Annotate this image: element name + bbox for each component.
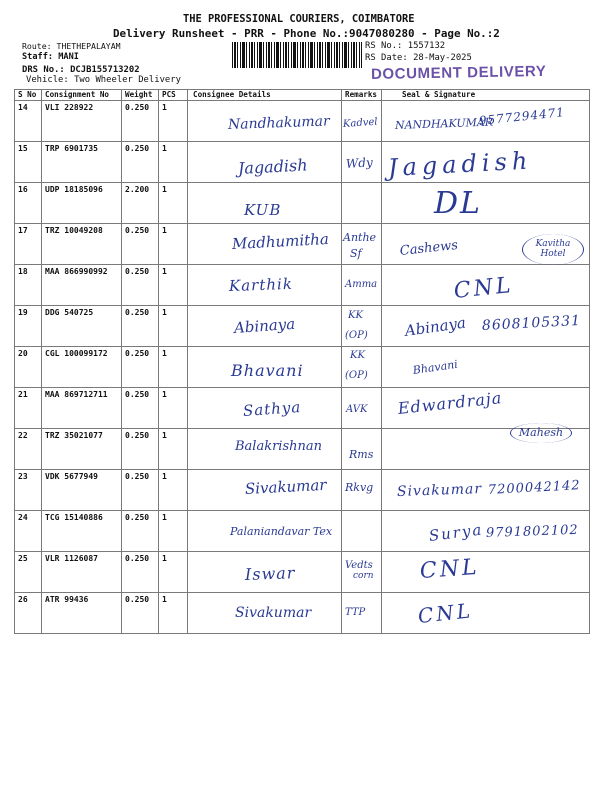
- remarks-handwriting: corn: [353, 571, 374, 581]
- signature-handwriting: CNL: [419, 554, 481, 584]
- serial-number: 20: [14, 347, 41, 387]
- seal-signature: [381, 265, 590, 305]
- table-header-row: [14, 90, 590, 101]
- pieces: 1: [158, 593, 187, 633]
- consignee-handwriting: Abinaya: [233, 314, 296, 337]
- serial-number: 18: [14, 265, 41, 305]
- pieces: 1: [158, 470, 187, 510]
- rs-date: [365, 53, 472, 63]
- seal-signature: [381, 593, 590, 633]
- rs-number-label: RS No.:: [365, 41, 403, 51]
- consignee-handwriting: Karthik: [228, 274, 294, 295]
- signature-handwriting: 9577294471: [478, 105, 566, 128]
- seal-signature: [381, 347, 590, 387]
- consignee-details: [187, 265, 341, 305]
- remarks-handwriting: TTP: [345, 607, 366, 618]
- pieces: 1: [158, 552, 187, 592]
- weight: 0.250: [121, 429, 158, 469]
- runsheet-row: [14, 101, 590, 142]
- seal-signature: [381, 552, 590, 592]
- vehicle-info: [26, 75, 181, 85]
- serial-number: 25: [14, 552, 41, 592]
- consignee-details: [187, 101, 341, 141]
- consignee-handwriting: Jagadish: [237, 155, 308, 178]
- remarks: [341, 552, 381, 592]
- signature-handwriting: Cashews: [399, 237, 459, 259]
- seal-signature: [381, 426, 590, 469]
- weight: 0.250: [121, 142, 158, 182]
- column-header-weight: Weight: [121, 90, 158, 100]
- pieces: 1: [158, 388, 187, 428]
- serial-number: 22: [14, 429, 41, 469]
- drs-number: [22, 65, 140, 75]
- seal-signature: [381, 470, 590, 510]
- runsheet-title: Delivery Runsheet - PRR - Phone No.:9047080280 - Page No.:2: [113, 27, 500, 40]
- column-header-consignment-no: Consignment No: [41, 90, 121, 100]
- route-value: THETHEPALAYAM: [56, 41, 121, 51]
- consignee-details: [187, 470, 341, 510]
- signature-handwriting: CNL: [416, 598, 475, 628]
- weight: 0.250: [121, 224, 158, 264]
- runsheet-table: [14, 89, 590, 634]
- seal-signature: [381, 388, 590, 428]
- consignment-number: MAA 869712711: [41, 388, 121, 428]
- remarks: [341, 183, 381, 223]
- runsheet-row: [14, 470, 590, 511]
- consignee-handwriting: Sivakumar: [244, 475, 327, 498]
- route-label: Route:: [22, 41, 52, 51]
- consignee-details: [187, 552, 341, 592]
- consignment-number: VLR 1126087: [41, 552, 121, 592]
- serial-number: 15: [14, 142, 41, 182]
- remarks-handwriting: Anthe: [343, 231, 377, 244]
- remarks: [341, 224, 381, 264]
- signature-note: Kavitha Hotel: [522, 234, 584, 265]
- seal-signature: [381, 101, 590, 141]
- seal-signature: [381, 142, 590, 182]
- runsheet-row: [14, 388, 590, 429]
- pieces: 1: [158, 142, 187, 182]
- staff-label: Staff:: [22, 52, 54, 62]
- pieces: 1: [158, 224, 187, 264]
- consignee-details: [187, 142, 341, 182]
- remarks-handwriting: KK: [348, 310, 363, 321]
- consignee-details: [187, 183, 341, 223]
- consignee-handwriting: Sathya: [242, 397, 302, 420]
- consignment-number: MAA 866990992: [41, 265, 121, 305]
- runsheet-row: [14, 265, 590, 306]
- rs-date-label: RS Date:: [365, 53, 408, 63]
- consignee-handwriting: Palaniandavar Tex: [230, 525, 333, 538]
- weight: 0.250: [121, 265, 158, 305]
- seal-signature: [381, 183, 590, 223]
- signature-handwriting: 8608105331: [481, 312, 582, 334]
- consignment-number: TRZ 10049208: [41, 224, 121, 264]
- consignee-details: [187, 388, 341, 428]
- remarks: [341, 511, 381, 551]
- weight: 0.250: [121, 593, 158, 633]
- remarks: [341, 388, 381, 428]
- consignee-handwriting: Nandhakumar: [227, 113, 330, 133]
- runsheet-row: [14, 511, 590, 552]
- signature-handwriting: CNL: [452, 272, 515, 304]
- seal-signature: [381, 224, 590, 264]
- column-header-s-no: S No: [14, 90, 41, 100]
- runsheet-row: [14, 593, 590, 634]
- signature-handwriting: Abinaya: [403, 313, 467, 340]
- serial-number: 24: [14, 511, 41, 551]
- column-header-remarks: Remarks: [341, 90, 381, 100]
- drs-value: DCJB155713202: [70, 65, 140, 75]
- consignment-number: UDP 18185096: [41, 183, 121, 223]
- remarks-handwriting: Kadvel: [342, 116, 378, 130]
- weight: 0.250: [121, 470, 158, 510]
- column-header-pcs: PCS: [158, 90, 187, 100]
- remarks: [341, 429, 381, 469]
- seal-signature: [381, 306, 590, 346]
- company-name: THE PROFESSIONAL COURIERS, COIMBATORE: [183, 13, 415, 25]
- signature-handwriting: DL: [434, 186, 482, 221]
- consignee-handwriting: Madhumitha: [231, 229, 330, 253]
- rs-number: [365, 41, 445, 51]
- staff-value: MANI: [58, 52, 79, 62]
- drs-label: DRS No.:: [22, 65, 65, 75]
- weight: 0.250: [121, 511, 158, 551]
- consignee-handwriting: Bhavani: [231, 361, 304, 380]
- consignment-number: VDK 5677949: [41, 470, 121, 510]
- signature-handwriting: Surya: [427, 520, 485, 545]
- consignee-handwriting: Balakrishnan: [235, 439, 323, 454]
- remarks-handwriting: (OP): [345, 370, 368, 381]
- weight: 2.200: [121, 183, 158, 223]
- signature-note: Mahesh: [510, 423, 572, 443]
- consignee-details: [187, 429, 341, 469]
- runsheet-row: [14, 224, 590, 265]
- signature-handwriting: Bhavani: [412, 357, 459, 377]
- serial-number: 23: [14, 470, 41, 510]
- serial-number: 26: [14, 593, 41, 633]
- serial-number: 21: [14, 388, 41, 428]
- remarks: [341, 347, 381, 387]
- consignee-handwriting: KUB: [244, 201, 282, 219]
- remarks-handwriting: Sf: [350, 247, 362, 260]
- rs-number-value: 1557132: [407, 41, 446, 51]
- serial-number: 17: [14, 224, 41, 264]
- consignment-number: TCG 15140886: [41, 511, 121, 551]
- remarks-handwriting: Vedts: [345, 560, 373, 571]
- runsheet-row: [14, 306, 590, 347]
- consignment-number: DDG 540725: [41, 306, 121, 346]
- column-header-seal-signature: Seal & Signature: [381, 90, 590, 100]
- runsheet-row: [14, 552, 590, 593]
- pieces: 1: [158, 347, 187, 387]
- signature-handwriting: Sivakumar: [396, 481, 483, 500]
- column-header-consignee-details: Consignee Details: [187, 90, 341, 100]
- barcode: [232, 42, 362, 68]
- consignee-handwriting: Iswar: [244, 563, 296, 584]
- consignee-details: [187, 511, 341, 551]
- serial-number: 14: [14, 101, 41, 141]
- rs-date-value: 28-May-2025: [413, 53, 472, 63]
- remarks: [341, 142, 381, 182]
- runsheet-row: [14, 347, 590, 388]
- weight: 0.250: [121, 347, 158, 387]
- runsheet-row: [14, 183, 590, 224]
- weight: 0.250: [121, 306, 158, 346]
- vehicle-value: Two Wheeler Delivery: [74, 75, 181, 85]
- seal-signature: [381, 511, 590, 551]
- consignee-details: [187, 347, 341, 387]
- consignment-number: ATR 99436: [41, 593, 121, 633]
- signature-handwriting: Jagadish: [387, 146, 533, 182]
- serial-number: 19: [14, 306, 41, 346]
- pieces: 1: [158, 265, 187, 305]
- remarks: [341, 101, 381, 141]
- staff-info: [22, 52, 79, 62]
- remarks-handwriting: AVK: [346, 404, 368, 415]
- pieces: 1: [158, 306, 187, 346]
- pieces: 1: [158, 429, 187, 469]
- consignee-handwriting: Sivakumar: [235, 605, 312, 621]
- remarks-handwriting: Rms: [349, 448, 374, 461]
- runsheet-row: [14, 426, 590, 470]
- weight: 0.250: [121, 388, 158, 428]
- table-body: [14, 101, 590, 634]
- remarks-handwriting: (OP): [345, 330, 368, 341]
- serial-number: 16: [14, 183, 41, 223]
- pieces: 1: [158, 183, 187, 223]
- remarks-handwriting: Rkvg: [345, 481, 374, 494]
- document-delivery-stamp: DOCUMENT DELIVERY: [370, 62, 547, 83]
- signature-handwriting: NANDHAKUMAR: [394, 115, 494, 132]
- remarks: [341, 306, 381, 346]
- pieces: 1: [158, 511, 187, 551]
- consignee-details: [187, 306, 341, 346]
- consignment-number: VLI 228922: [41, 101, 121, 141]
- signature-handwriting: 7200042142: [487, 478, 581, 498]
- runsheet-row: [14, 142, 590, 183]
- remarks: [341, 265, 381, 305]
- remarks-handwriting: Amma: [345, 279, 378, 290]
- consignee-details: [187, 224, 341, 264]
- weight: 0.250: [121, 552, 158, 592]
- signature-handwriting: 9791802102: [485, 522, 579, 541]
- consignment-number: TRP 6901735: [41, 142, 121, 182]
- remarks: [341, 470, 381, 510]
- remarks: [341, 593, 381, 633]
- remarks-handwriting: KK: [350, 350, 365, 361]
- consignment-number: TRZ 35021077: [41, 429, 121, 469]
- remarks-handwriting: Wdy: [345, 155, 374, 171]
- consignment-number: CGL 100099172: [41, 347, 121, 387]
- vehicle-label: Vehicle:: [26, 75, 69, 85]
- signature-handwriting: Edwardraja: [396, 388, 504, 418]
- pieces: 1: [158, 101, 187, 141]
- route-info: [22, 41, 121, 51]
- consignee-details: [187, 593, 341, 633]
- weight: 0.250: [121, 101, 158, 141]
